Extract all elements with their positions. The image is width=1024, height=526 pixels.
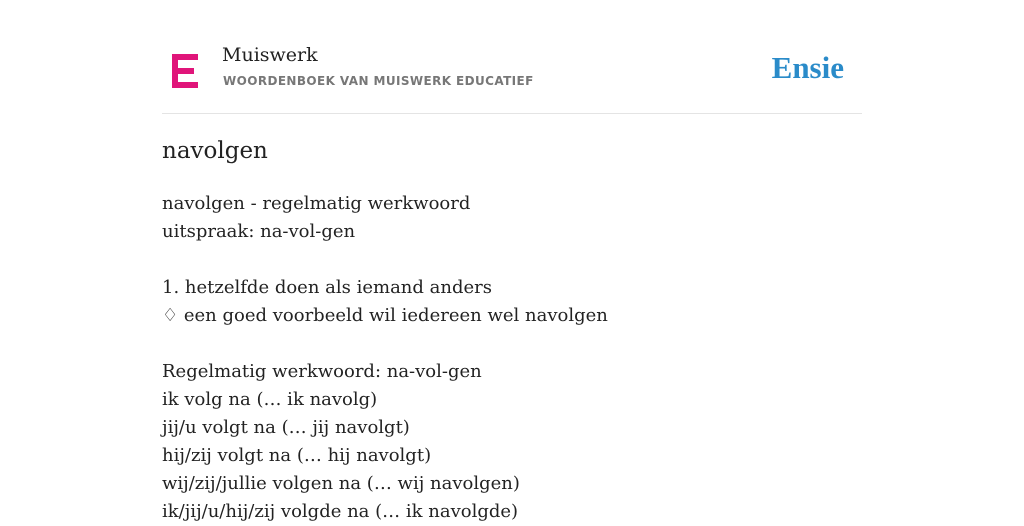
- entry-line: uitspraak: na-vol-gen: [162, 221, 356, 242]
- entry-line: 1. hetzelfde doen als iemand anders: [162, 277, 492, 298]
- entry-line: wij/zij/jullie volgen na (… wij navolgen): [162, 473, 520, 494]
- header: [162, 0, 862, 114]
- entry-line: ik volg na (… ik navolg): [162, 389, 378, 410]
- entry-line: ik/jij/u/hij/zij volgde na (… ik navolgde): [162, 501, 519, 522]
- page: [162, 0, 862, 522]
- entry-line: Regelmatig werkwoord: na-vol-gen: [162, 361, 482, 382]
- site-subtitle: WOORDENBOEK VAN MUISWERK EDUCATIEF: [223, 74, 534, 88]
- entry-content: [162, 190, 608, 526]
- entry-line: [162, 246, 608, 274]
- entry-line: ♢ een goed voorbeeld wil iedereen wel navolgen: [162, 305, 608, 326]
- entry-title: navolgen: [162, 138, 268, 164]
- entry-line: hij/zij volgt na (… hij navolgt): [162, 445, 432, 466]
- entry-line: navolgen - regelmatig werkwoord: [162, 193, 471, 214]
- ensie-logo-link[interactable]: Ensie: [771, 50, 844, 85]
- entry-line: [162, 330, 608, 358]
- muiswerk-logo-icon[interactable]: [172, 54, 200, 88]
- entry-line: jij/u volgt na (… jij navolgt): [162, 417, 410, 438]
- site-name[interactable]: Muiswerk: [222, 44, 318, 66]
